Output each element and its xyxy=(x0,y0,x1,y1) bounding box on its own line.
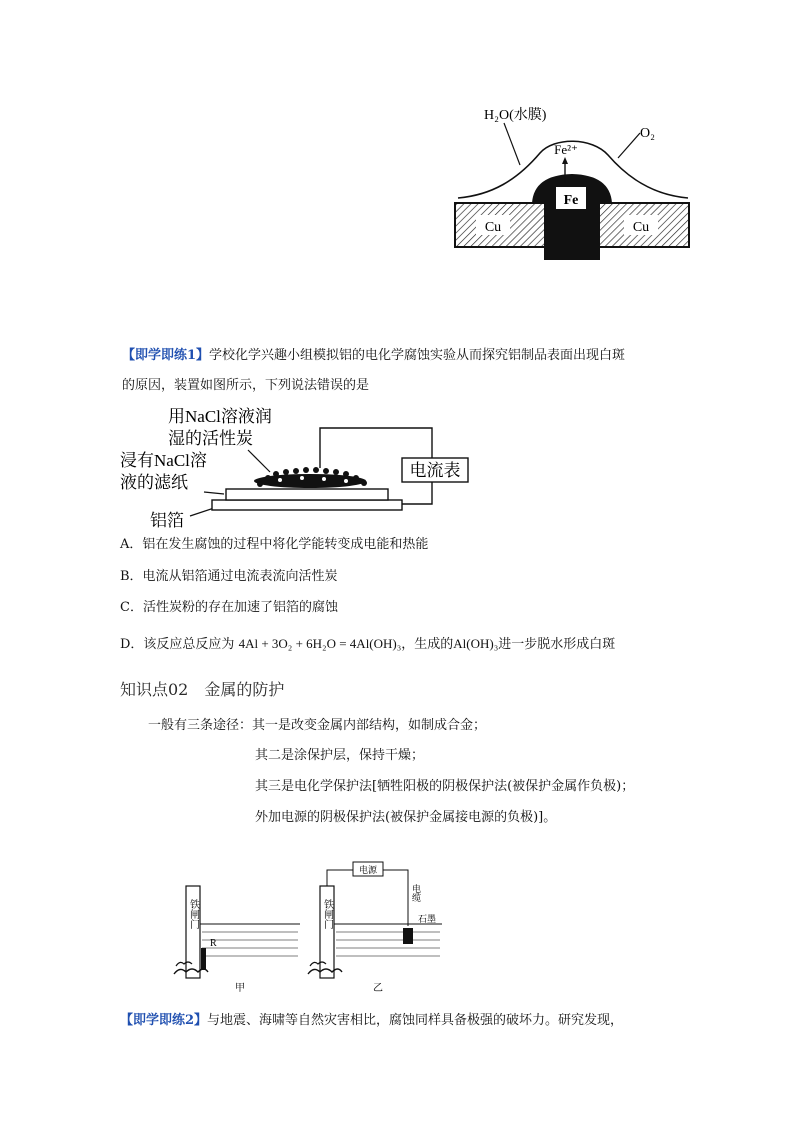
gate-label-left: 铁闸门 xyxy=(187,899,199,929)
exercise2-stem-line xyxy=(120,1011,623,1031)
cable-label: 电缆 xyxy=(411,884,421,902)
iron-rivet xyxy=(532,174,612,260)
graphite-electrode xyxy=(403,928,413,944)
diagram-right xyxy=(308,862,442,994)
exercise2-tag: 【即学即练2】 xyxy=(120,1013,208,1028)
option-a: A．铝在发生腐蚀的过程中将化学能转变成电能和热能 xyxy=(120,537,429,552)
carbon-label-line1: 用NaCl溶液润 xyxy=(168,407,272,426)
paper-label-line2: 液的滤纸 xyxy=(120,473,188,492)
protection-line3: 其三是电化学保护法[牺牲阳极的阴极保护法(被保护金属作负极)； xyxy=(255,779,635,794)
filter-paper xyxy=(226,489,388,500)
ammeter-label: 电流表 xyxy=(409,461,461,480)
protection-line4: 外加电源的阴极保护法(被保护金属接电源的负极)]。 xyxy=(255,810,557,825)
activated-carbon xyxy=(254,467,367,488)
exercise1-stem-text: 学校化学兴趣小组模拟铝的电化学腐蚀实验从而探究铝制品表面出现白斑 xyxy=(209,348,626,363)
caption-left: 甲 xyxy=(235,983,245,994)
exercise1-stem-line1 xyxy=(122,346,625,366)
diagram-left xyxy=(174,886,300,994)
power-label: 电源 xyxy=(358,865,378,875)
option-b: B．电流从铝箔通过电流表流向活性炭 xyxy=(120,569,338,584)
oxygen-label: O₂ xyxy=(640,126,655,141)
water-film-label: H₂O(水膜) xyxy=(484,108,547,123)
aluminum-corrosion-figure xyxy=(120,404,480,532)
foil-label: 铝箔 xyxy=(150,511,184,530)
paper-label-line1: 浸有NaCl溶 xyxy=(120,451,207,470)
carbon-label-line2: 湿的活性炭 xyxy=(168,429,253,448)
option-d xyxy=(120,634,615,655)
exercise1-stem-line2: 的原因，装置如图所示，下列说法错误的是 xyxy=(122,378,370,393)
ion-label: Fe²⁺ xyxy=(554,142,578,157)
graphite-label: 石墨 xyxy=(418,914,437,924)
option-d-product: Al(OH)₃ xyxy=(453,636,499,651)
cathodic-protection-figure xyxy=(170,856,450,996)
aluminum-foil xyxy=(212,500,402,510)
section-heading: 知识点02 金属的防护 xyxy=(120,680,285,699)
gate-label-right: 铁闸门 xyxy=(321,899,333,929)
option-d-suffix: 进一步脱水形成白斑 xyxy=(498,637,616,652)
copper-right-label: Cu xyxy=(632,220,650,235)
iron-label: Fe xyxy=(563,193,579,208)
protection-line2: 其二是涂保护层，保持干燥； xyxy=(255,748,425,763)
exercise1-tag: 【即学即练1】 xyxy=(122,348,210,363)
r-label: R xyxy=(210,938,217,949)
option-c: C．活性炭粉的存在加速了铝箔的腐蚀 xyxy=(120,600,338,615)
protection-line1: 一般有三条途径：其一是改变金属内部结构，如制成合金； xyxy=(148,718,487,733)
caption-right: 乙 xyxy=(373,983,383,994)
exercise2-stem-text: 与地震、海啸等自然灾害相比，腐蚀同样具备极强的破坏力。研究发现， xyxy=(207,1013,624,1028)
copper-left-label: Cu xyxy=(484,220,502,235)
option-d-prefix: D．该反应总反应为 xyxy=(120,637,235,652)
option-d-mid: ，生成的 xyxy=(401,637,454,652)
option-d-equation: 4Al + 3O₂ + 6H₂O = 4Al(OH)₃ xyxy=(238,636,402,651)
corrosion-figure xyxy=(452,95,698,265)
